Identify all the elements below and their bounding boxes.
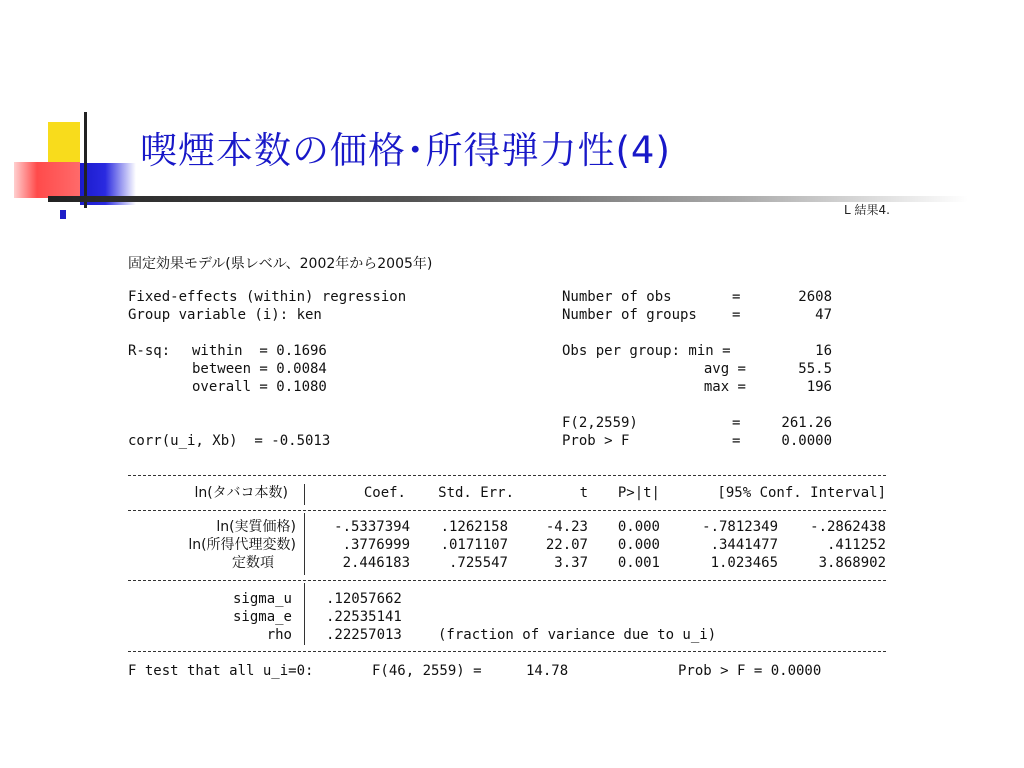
row-se: .0171107: [440, 537, 508, 553]
ftest-value: 14.78: [526, 663, 569, 679]
row-ci-hi: 3.868902: [818, 555, 886, 571]
table-divider: [304, 583, 305, 645]
depvar-label: ln(タバコ本数): [194, 485, 288, 501]
rule-bottom: [128, 651, 886, 652]
sigma-u-label: sigma_u: [232, 591, 292, 607]
rule-mid: [128, 580, 886, 581]
rho-label: rho: [266, 627, 292, 643]
row-coef: 2.446183: [342, 555, 410, 571]
stata-output: [128, 255, 898, 695]
row-name: ln(所得代理変数): [188, 537, 296, 553]
model-subtitle: 固定効果モデル(県レベル、2002年から2005年): [128, 256, 433, 272]
obs-max-value: 196: [806, 379, 832, 395]
row-t: 22.07: [545, 537, 588, 553]
obs-min-value: 16: [815, 343, 832, 359]
rule-header: [128, 510, 886, 511]
sigma-u-value: .12057662: [326, 591, 402, 607]
ngroups-value: 47: [815, 307, 832, 323]
group-variable: Group variable (i): ken: [128, 307, 322, 323]
row-coef: .3776999: [342, 537, 410, 553]
ngroups-label: Number of groups: [562, 307, 697, 323]
row-coef: -.5337394: [334, 519, 410, 535]
ngroups-eq: =: [732, 307, 741, 323]
rho-note: (fraction of variance due to u_i): [438, 627, 717, 643]
row-ci-hi: -.2862438: [810, 519, 886, 535]
row-ci-lo: -.7812349: [702, 519, 778, 535]
prob-label: Prob > F: [562, 433, 630, 449]
row-se: .725547: [448, 555, 508, 571]
row-t: 3.37: [554, 555, 588, 571]
col-coef: Coef.: [363, 485, 406, 501]
obs-max-label: max =: [703, 379, 746, 395]
row-p: 0.001: [617, 555, 660, 571]
row-p: 0.000: [617, 519, 660, 535]
col-ci: [95% Conf. Interval]: [717, 485, 886, 501]
obs-avg-value: 55.5: [798, 361, 832, 377]
ftest-label: F test that all u_i=0:: [128, 663, 314, 679]
slide-title: 喫煙本数の価格･所得弾力性(4): [140, 129, 671, 172]
rho-value: .22257013: [326, 627, 402, 643]
nobs-eq: =: [732, 289, 741, 305]
col-t: t: [579, 485, 588, 501]
ftest-prob: Prob > F = 0.0000: [678, 663, 822, 679]
corr-stat: corr(u_i, Xb) = -0.5013: [128, 433, 331, 449]
nobs-label: Number of obs: [562, 289, 672, 305]
ftest-stat: F(46, 2559) =: [372, 663, 482, 679]
col-p: P>|t|: [617, 485, 660, 501]
row-name: 定数項: [232, 555, 274, 571]
sigma-e-value: .22535141: [326, 609, 402, 625]
table-divider: [304, 484, 305, 505]
f-label: F(2,2559): [562, 415, 638, 431]
regression-type: Fixed-effects (within) regression: [128, 289, 407, 305]
row-t: -4.23: [545, 519, 588, 535]
table-divider: [304, 513, 305, 575]
prob-value: 0.0000: [781, 433, 832, 449]
obs-per-group-label: Obs per group: min =: [562, 343, 731, 359]
decor-vertical-line: [84, 112, 87, 208]
result-label: L 結果4.: [844, 203, 890, 217]
row-name: ln(実質価格): [216, 519, 296, 535]
title-underline: [48, 196, 968, 202]
yellow-decor-block: [48, 122, 80, 162]
decor-bullet: [60, 210, 66, 219]
rsq-within: within = 0.1696: [192, 343, 327, 359]
f-eq: =: [732, 415, 741, 431]
row-ci-hi: .411252: [826, 537, 886, 553]
rule-top: [128, 475, 886, 476]
row-ci-lo: 1.023465: [710, 555, 778, 571]
rsq-between: between = 0.0084: [192, 361, 327, 377]
prob-eq: =: [732, 433, 741, 449]
row-ci-lo: .3441477: [710, 537, 778, 553]
rsq-overall: overall = 0.1080: [192, 379, 327, 395]
sigma-e-label: sigma_e: [232, 609, 292, 625]
f-value: 261.26: [781, 415, 832, 431]
red-decor-block: [14, 162, 80, 198]
rsq-label: R-sq:: [128, 343, 171, 359]
obs-avg-label: avg =: [703, 361, 746, 377]
row-se: .1262158: [440, 519, 508, 535]
col-stderr: Std. Err.: [438, 485, 514, 501]
nobs-value: 2608: [798, 289, 832, 305]
row-p: 0.000: [617, 537, 660, 553]
